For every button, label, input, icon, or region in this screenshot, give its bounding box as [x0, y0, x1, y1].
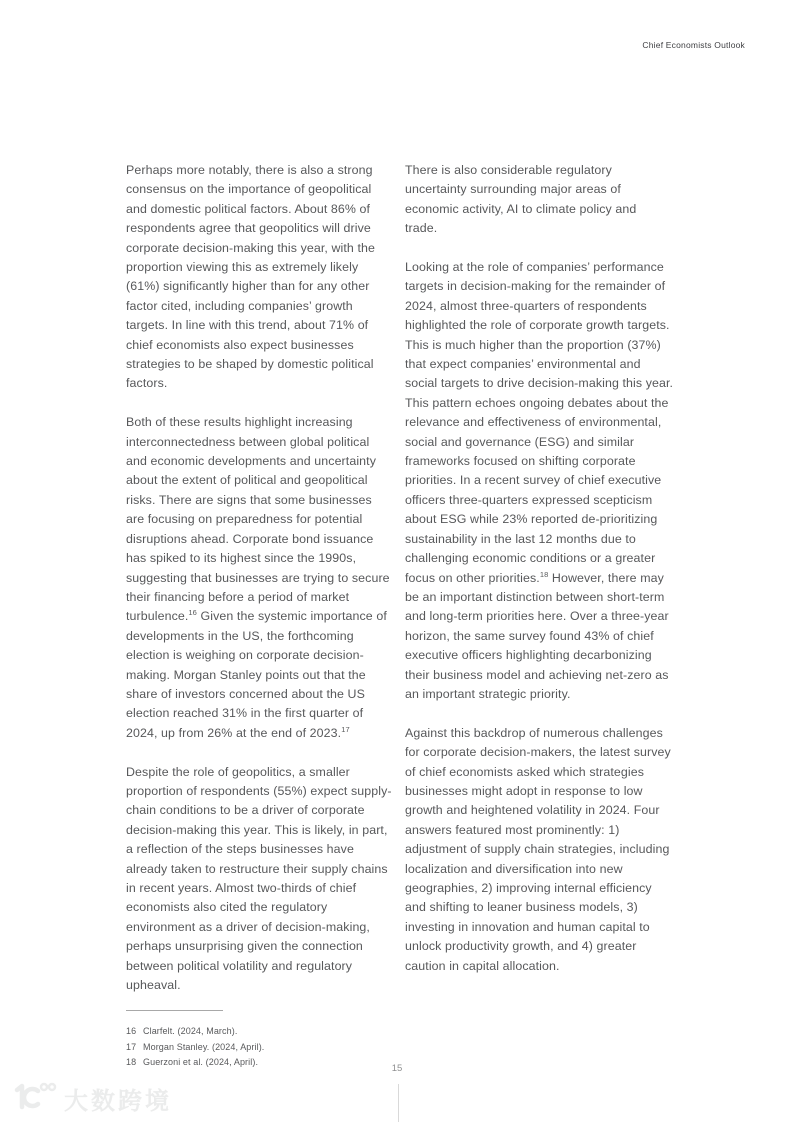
footnote-number: 18: [126, 1057, 137, 1067]
report-title: Chief Economists Outlook: [642, 40, 745, 50]
watermark-text: 大数跨境: [64, 1088, 172, 1115]
footnote-item: [126, 1055, 264, 1071]
body-paragraph: There is also considerable regulatory uncertainty surrounding major areas of economic activity, AI to climate policy and trade.: [405, 163, 637, 236]
body-paragraph: Against this backdrop of numerous challenges for corporate decision-makers, the latest survey of chief economists asked which strategies businesses might adopt in response to low growth and heightened volatility in 2024. Four answers featured most prominently: 1) adjustment of supply chain strategies, including localization and diversification into new geographies, 2) improving internal efficiency and shifting to leaner business models, 3) investing in innovation and human capital to unlock productivity growth, and 4) greater caution in capital allocation.: [405, 725, 671, 973]
footnote-separator: [126, 1010, 223, 1011]
body-paragraph: Both of these results highlight increasing interconnectedness between global political and economic developments and uncertainty about the extent of political and geopolitical risks. There are signs that some businesses are focusing on preparedness for potential disruptions ahead. Corporate bond issuance has spiked to its highest since the 1990s, suggesting that businesses are trying to secure their financing before a period of market turbulence.$^{16}$ Given the systemic importance of developments in the US, the forthcoming election is weighing on corporate decision-making. Morgan Stanley points out that the share of investors concerned about the US election reached 31% in the first quarter of 2024, up from 26% at the end of 2023.17: [126, 415, 390, 740]
footnote-number: 17: [126, 1041, 137, 1052]
footnotes: [126, 1024, 264, 1071]
footnote-text: Guerzoni et al. (2024, April).: [143, 1057, 259, 1067]
footnote-item: [126, 1024, 264, 1040]
footer-divider: [398, 1084, 399, 1122]
left-column: [126, 161, 392, 1015]
footnote-text: Clarfelt. (2024, March).: [143, 1026, 238, 1036]
page-number: 15: [391, 1063, 403, 1074]
footnote-text: Morgan Stanley. (2024, April).: [143, 1041, 265, 1052]
watermark-logo-icon: [13, 1080, 57, 1117]
body-paragraph: Perhaps more notably, there is also a strong consensus on the importance of geopolitical and domestic political factors. About 86% of respondents agree that geopolitics will drive corporate decision-making this year, with the proportion viewing this as extremely likely (61%) significantly higher than for any other factor cited, including companies’ growth targets. In line with this trend, about 71% of chief economists also expect businesses strategies to be shaped by domestic political factors.: [126, 163, 375, 391]
body-paragraph: Despite the role of geopolitics, a smaller proportion of respondents (55%) expect supply-chain conditions to be a driver of corporate decision-making this year. This is likely, in part, a reflection of the steps businesses have already taken to restructure their supply chains in recent years. Almost two-thirds of chief economists also cited the regulatory environment as a driver of decision-making, perhaps unsurprising given the connection between political volatility and regulatory upheaval.: [126, 764, 392, 993]
watermark: [13, 1080, 172, 1117]
footnote-item: [126, 1040, 264, 1056]
right-column: [405, 161, 675, 995]
body-paragraph: Looking at the role of companies’ performance targets in decision-making for the remainder of 2024, almost three-quarters of respondents highlighted the role of corporate growth targets. This is much higher than the proportion (37%) that expect companies’ environmental and social targets to drive decision-making this year. This pattern echoes ongoing debates about the relevance and effectiveness of environmental, social and governance (ESG) and similar frameworks focused on shifting corporate priorities. In a recent survey of chief executive officers three-quarters expressed scepticism about ESG while 23% reported de-prioritizing sustainability in the last 12 months due to challenging economic conditions or a greater focus on other priorities.$^{18}$ However, there may be an important distinction between short-term and long-term priorities here. Over a three-year horizon, the same survey found 43% of chief executive officers highlighting decarbonizing their business model and achieving net-zero as an important strategic priority.: [405, 260, 674, 701]
footnote-number: 16: [126, 1026, 137, 1036]
